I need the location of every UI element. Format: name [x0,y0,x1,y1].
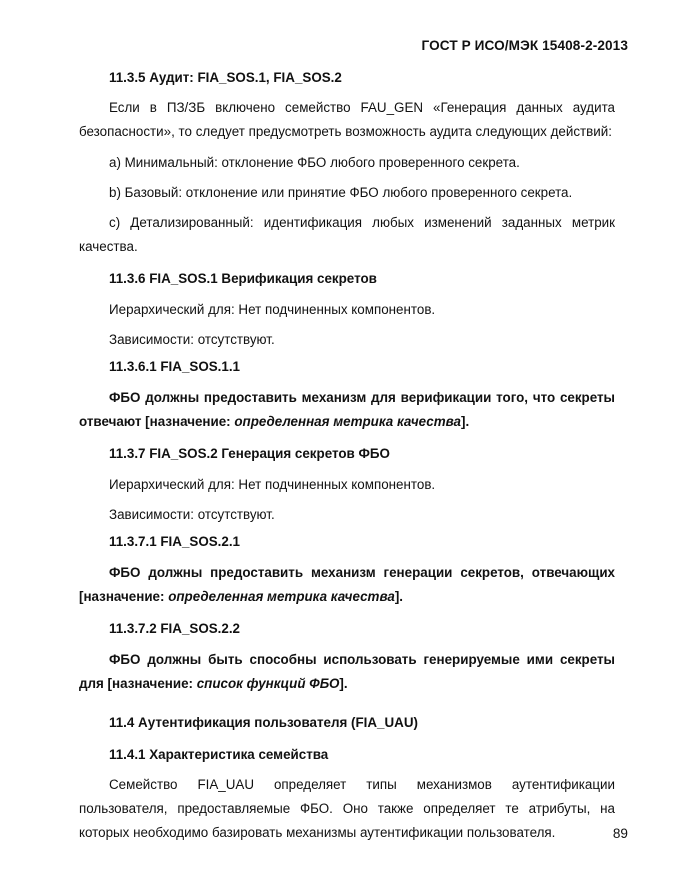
paragraph-hierarchical-1: Иерархический для: Нет подчиненных компонентов. [109,302,436,317]
paragraph-basic: b) Базовый: отклонение или принятие ФБО любого проверенного секрета. [109,185,573,200]
requirement-text: ФБО должны быть способны использовать генерируемые ими секреты для [назначение: [79,652,615,691]
requirement-close: ]. [394,589,403,604]
requirement-text: ФБО должны предоставить механизм генерации секретов, отвечающих [назначение: [79,565,615,604]
requirement-fia-sos-2-1 [79,561,615,609]
heading-11-4-1: 11.4.1 Характеристика семейства [109,747,329,762]
assignment-text: определенная метрика качества [234,414,461,429]
heading-11-3-6: 11.3.6 FIA_SOS.1 Верификация секретов [109,271,377,286]
assignment-text: список функций ФБО [196,676,340,691]
paragraph-dependencies-1: Зависимости: отсутствуют. [109,332,275,347]
paragraph-dependencies-2: Зависимости: отсутствуют. [109,507,275,522]
assignment-text: определенная метрика качества [168,589,395,604]
heading-11-3-7-2: 11.3.7.2 FIA_SOS.2.2 [109,621,241,636]
requirement-fia-sos-1-1 [79,386,615,434]
running-header: ГОСТ Р ИСО/МЭК 15408-2-2013 [421,38,628,53]
page-content [79,68,615,845]
requirement-close: ]. [460,414,470,429]
heading-11-3-5: 11.3.5 Аудит: FIA_SOS.1, FIA_SOS.2 [109,70,342,85]
requirement-close: ]. [339,676,348,691]
heading-11-3-7-1: 11.3.7.1 FIA_SOS.2.1 [109,534,241,549]
paragraph-family-description: Семейство FIA_UAU определяет типы механизмов аутентификации пользователя, предоставляемые ФБО. Оно также определяет те атрибуты, на которых необходимо базировать механизмы аутентификации пользователя. [79,777,615,840]
paragraph-minimal: а) Минимальный: отклонение ФБО любого проверенного секрета. [109,155,520,170]
heading-11-3-7: 11.3.7 FIA_SOS.2 Генерация секретов ФБО [109,446,390,461]
paragraph-hierarchical-2: Иерархический для: Нет подчиненных компонентов. [109,477,436,492]
paragraph-audit-intro: Если в ПЗ/ЗБ включено семейство FAU_GEN «Генерация данных аудита безопасности», то следует предусмотреть возможность аудита следующих действий: [79,100,615,139]
page-number: 89 [612,826,628,841]
heading-11-4: 11.4 Аутентификация пользователя (FIA_UAU) [109,715,418,730]
requirement-fia-sos-2-2 [79,648,615,696]
requirement-text: ФБО должны предоставить механизм для верификации того, что секреты отвечают [назначение: [79,390,615,429]
paragraph-detailed: c) Детализированный: идентификация любых изменений заданных метрик качества. [79,215,615,254]
heading-11-3-6-1: 11.3.6.1 FIA_SOS.1.1 [109,359,241,374]
